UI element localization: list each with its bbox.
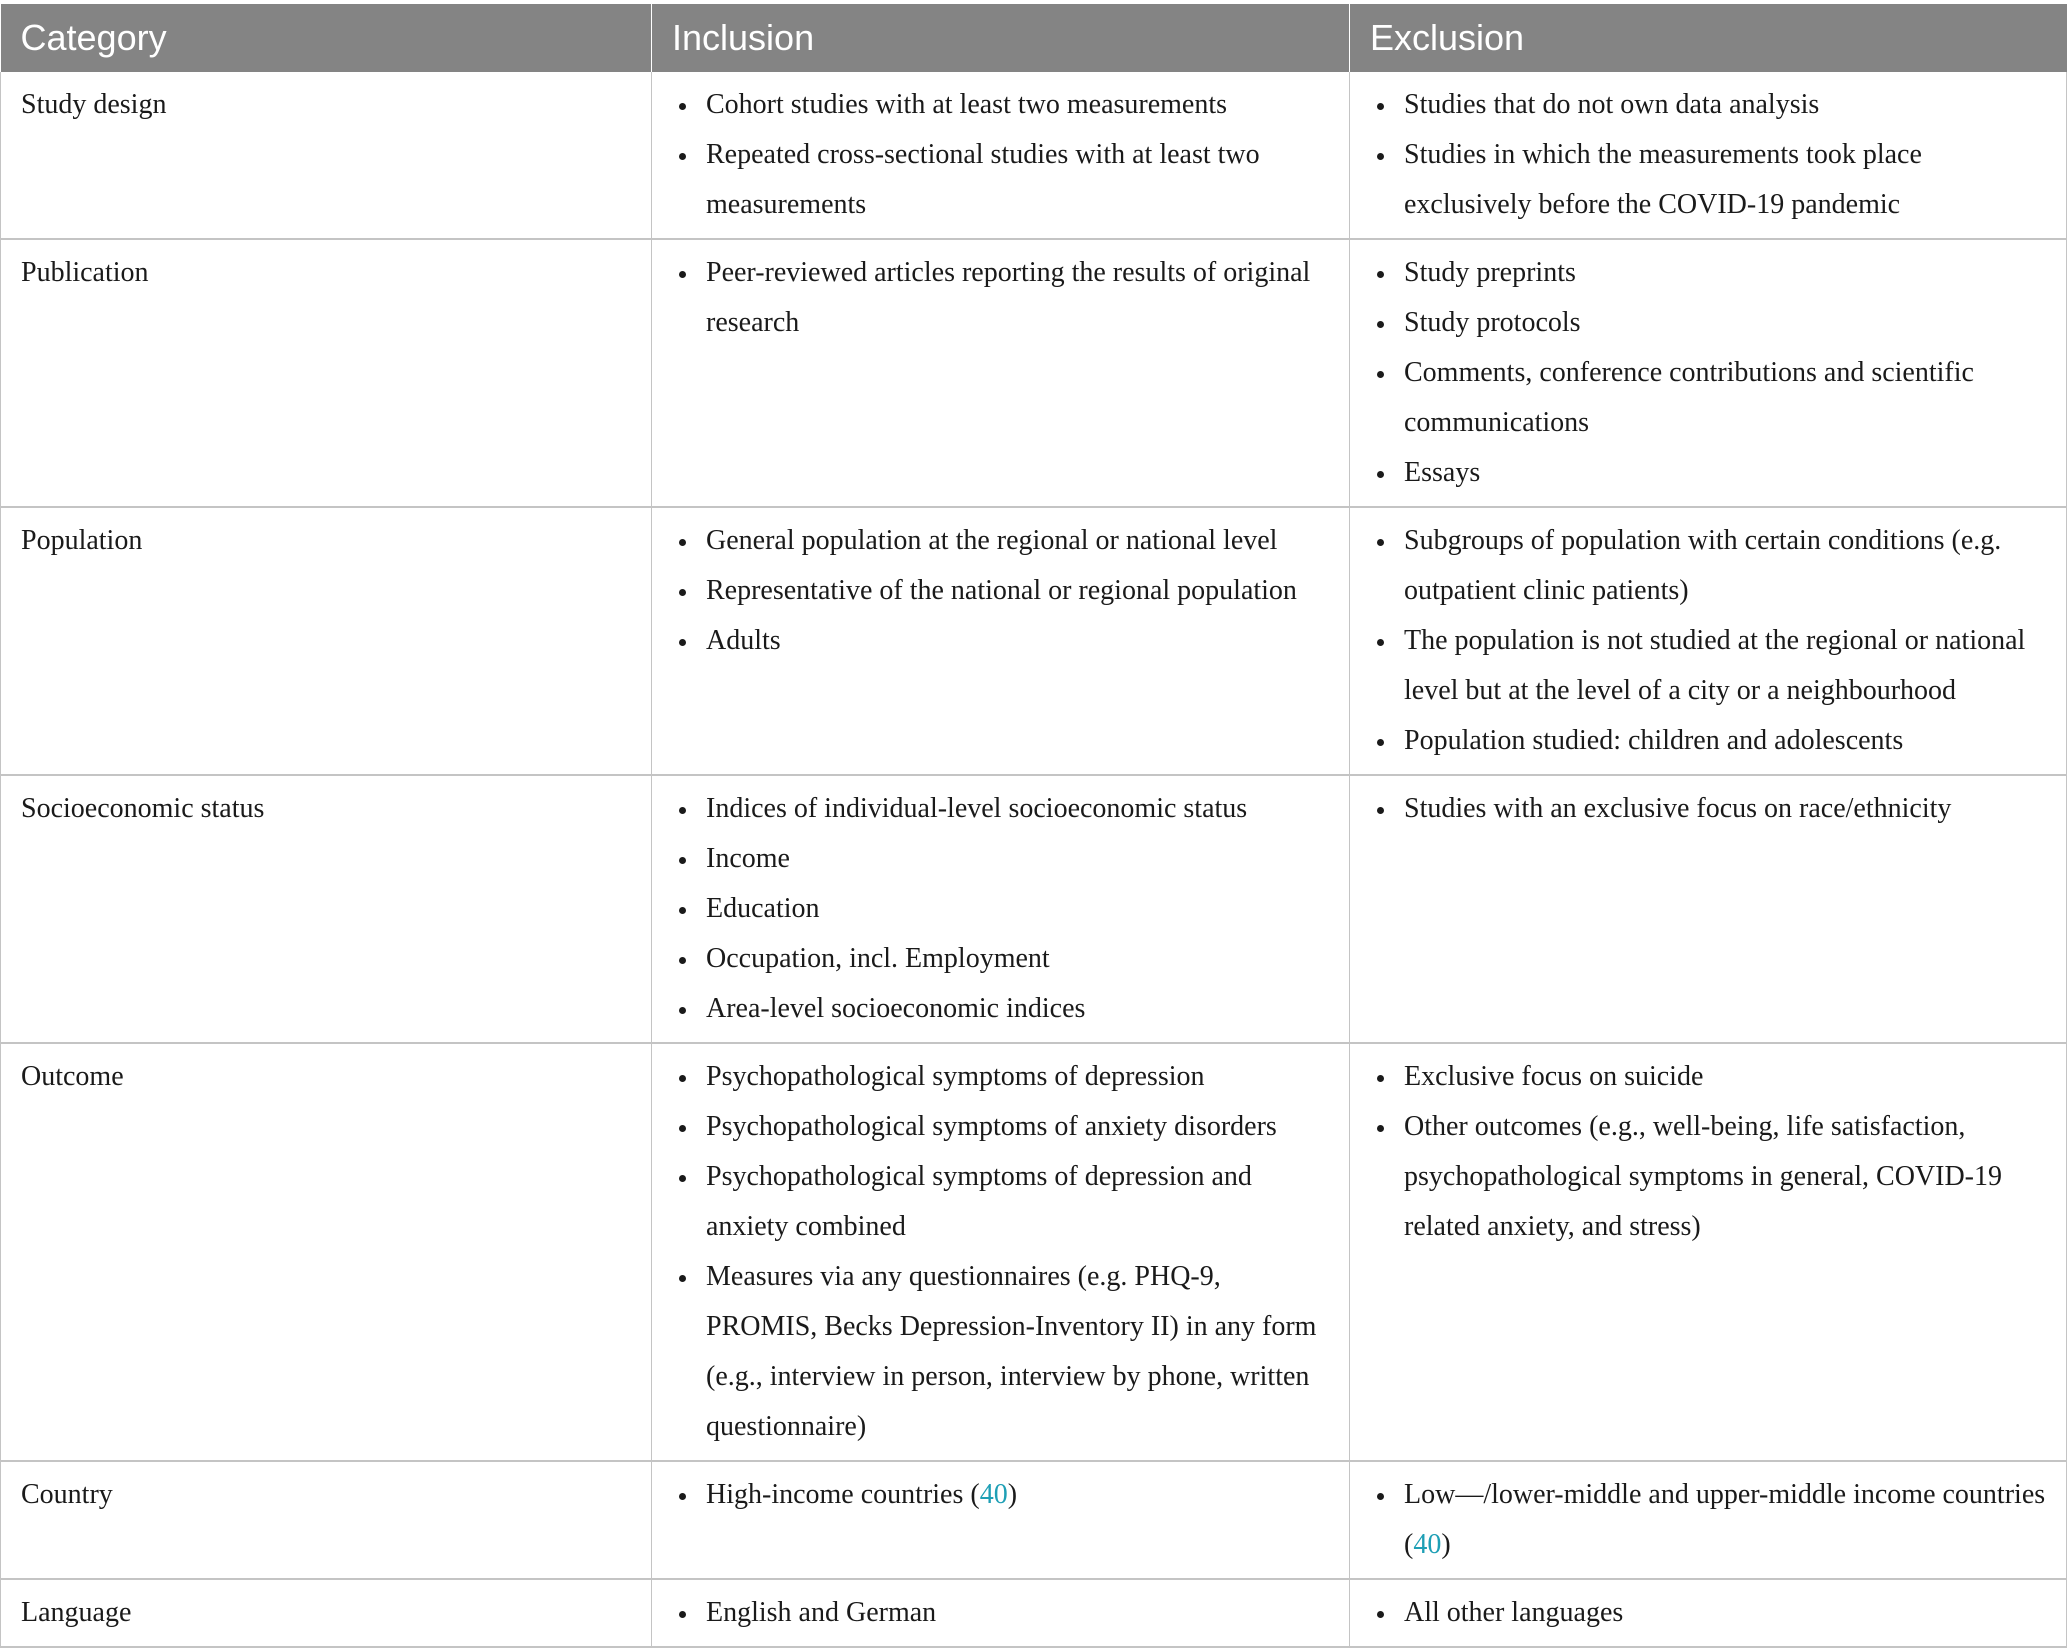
item-text: Psychopathological symptoms of anxiety disorders — [706, 1111, 1277, 1142]
inclusion-cell — [652, 1043, 1350, 1461]
category-cell: Country — [1, 1461, 652, 1579]
list-item — [672, 1252, 1329, 1452]
list-item — [1370, 784, 2046, 834]
item-text: Studies that do not own data analysis — [1404, 89, 1820, 120]
category-cell: Population — [1, 507, 652, 775]
item-text: Education — [706, 893, 820, 924]
list-item — [672, 1152, 1329, 1252]
inclusion-cell — [652, 239, 1350, 507]
item-text: All other languages — [1404, 1597, 1624, 1628]
item-text: The population is not studied at the regional or national level but at the level of a city or a neighbourhood — [1404, 625, 2026, 706]
inclusion-list — [672, 1470, 1329, 1520]
item-text: Studies with an exclusive focus on race/ethnicity — [1404, 793, 1952, 824]
criteria-table — [0, 4, 2067, 1648]
table-row — [1, 239, 2067, 507]
table-row — [1, 507, 2067, 775]
inclusion-cell — [652, 1579, 1350, 1647]
item-text: Study protocols — [1404, 307, 1581, 338]
list-item — [1370, 348, 2046, 448]
item-text: Repeated cross-sectional studies with at least two measurements — [706, 139, 1260, 220]
item-text: Studies in which the measurements took place exclusively before the COVID-19 pandemic — [1404, 139, 1922, 220]
item-text: Psychopathological symptoms of depression and anxiety combined — [706, 1161, 1252, 1242]
exclusion-cell — [1350, 1579, 2067, 1647]
inclusion-list — [672, 516, 1329, 666]
item-text: General population at the regional or national level — [706, 525, 1278, 556]
list-item — [1370, 1588, 2046, 1638]
list-item — [672, 1052, 1329, 1102]
list-item — [672, 1470, 1329, 1520]
item-text: Adults — [706, 625, 781, 656]
item-text: English and German — [706, 1597, 937, 1628]
list-item — [672, 130, 1329, 230]
list-item — [1370, 80, 2046, 130]
item-text: Essays — [1404, 457, 1481, 488]
list-item — [672, 516, 1329, 566]
inclusion-list — [672, 784, 1329, 1034]
item-text: Psychopathological symptoms of depression — [706, 1061, 1205, 1092]
inclusion-list — [672, 80, 1329, 230]
item-text: Study preprints — [1404, 257, 1576, 288]
item-text: Occupation, incl. Employment — [706, 943, 1050, 974]
inclusion-list — [672, 248, 1329, 348]
exclusion-list — [1370, 80, 2046, 230]
inclusion-cell — [652, 1461, 1350, 1579]
exclusion-cell — [1350, 239, 2067, 507]
inclusion-list — [672, 1052, 1329, 1452]
inclusion-list — [672, 1588, 1329, 1638]
item-text: Comments, conference contributions and scientific communications — [1404, 357, 1974, 438]
category-cell: Socioeconomic status — [1, 775, 652, 1043]
inclusion-cell — [652, 507, 1350, 775]
exclusion-cell — [1350, 1461, 2067, 1579]
table-row — [1, 1461, 2067, 1579]
item-text-suffix: ) — [1007, 1479, 1018, 1510]
exclusion-cell — [1350, 775, 2067, 1043]
item-text: Other outcomes (e.g., well-being, life satisfaction, psychopathological symptoms in general, COVID-19 related anxiety, and stress) — [1404, 1111, 2003, 1242]
list-item — [672, 884, 1329, 934]
list-item — [672, 1588, 1329, 1638]
item-text: Exclusive focus on suicide — [1404, 1061, 1704, 1092]
table-row — [1, 1579, 2067, 1647]
reference-link[interactable]: 40 — [1413, 1529, 1442, 1560]
list-item — [1370, 448, 2046, 498]
exclusion-list — [1370, 1588, 2046, 1638]
list-item — [1370, 1102, 2046, 1252]
exclusion-cell — [1350, 1043, 2067, 1461]
item-text-suffix: ) — [1441, 1529, 1451, 1560]
list-item — [672, 984, 1329, 1034]
reference-link[interactable]: 40 — [979, 1479, 1008, 1510]
exclusion-list — [1370, 1470, 2046, 1570]
header-row — [1, 4, 2067, 72]
list-item — [1370, 516, 2046, 616]
category-cell: Outcome — [1, 1043, 652, 1461]
list-item — [672, 566, 1329, 616]
list-item — [672, 1102, 1329, 1152]
list-item — [1370, 298, 2046, 348]
item-text: Indices of individual-level socioeconomic status — [706, 793, 1248, 824]
exclusion-cell — [1350, 72, 2067, 239]
item-text: Representative of the national or regional population — [706, 575, 1297, 606]
list-item — [672, 934, 1329, 984]
table-row — [1, 1043, 2067, 1461]
list-item — [672, 248, 1329, 348]
exclusion-list — [1370, 516, 2046, 766]
item-text: Low—/lower-middle and upper-middle income countries ( — [1404, 1479, 2046, 1560]
table-header — [1, 4, 2067, 72]
item-text: Subgroups of population with certain conditions (e.g. outpatient clinic patients) — [1404, 525, 2002, 606]
item-text: Cohort studies with at least two measurements — [706, 89, 1228, 120]
exclusion-cell — [1350, 507, 2067, 775]
item-text: Income — [706, 843, 790, 874]
table-row — [1, 775, 2067, 1043]
list-item — [1370, 1470, 2046, 1570]
category-cell: Language — [1, 1579, 652, 1647]
header-exclusion: Exclusion — [1350, 4, 2067, 72]
list-item — [1370, 1052, 2046, 1102]
item-text: Measures via any questionnaires (e.g. PHQ-9, PROMIS, Becks Depression-Inventory II) in any form (e.g., interview in person, interview by phone, written questionnaire) — [706, 1261, 1317, 1442]
inclusion-cell — [652, 72, 1350, 239]
list-item — [672, 834, 1329, 884]
list-item — [1370, 716, 2046, 766]
category-cell: Publication — [1, 239, 652, 507]
item-text: Area-level socioeconomic indices — [706, 993, 1086, 1024]
item-text: Population studied: children and adolescents — [1404, 725, 1904, 756]
exclusion-list — [1370, 784, 2046, 834]
table-body — [1, 72, 2067, 1647]
header-category: Category — [1, 4, 652, 72]
item-text: Peer-reviewed articles reporting the results of original research — [706, 257, 1311, 338]
list-item — [1370, 616, 2046, 716]
inclusion-cell — [652, 775, 1350, 1043]
exclusion-list — [1370, 248, 2046, 498]
list-item — [672, 784, 1329, 834]
category-cell: Study design — [1, 72, 652, 239]
list-item — [672, 80, 1329, 130]
exclusion-list — [1370, 1052, 2046, 1252]
item-text: High-income countries ( — [706, 1479, 980, 1510]
list-item — [672, 616, 1329, 666]
list-item — [1370, 248, 2046, 298]
list-item — [1370, 130, 2046, 230]
table-row — [1, 72, 2067, 239]
header-inclusion: Inclusion — [652, 4, 1350, 72]
